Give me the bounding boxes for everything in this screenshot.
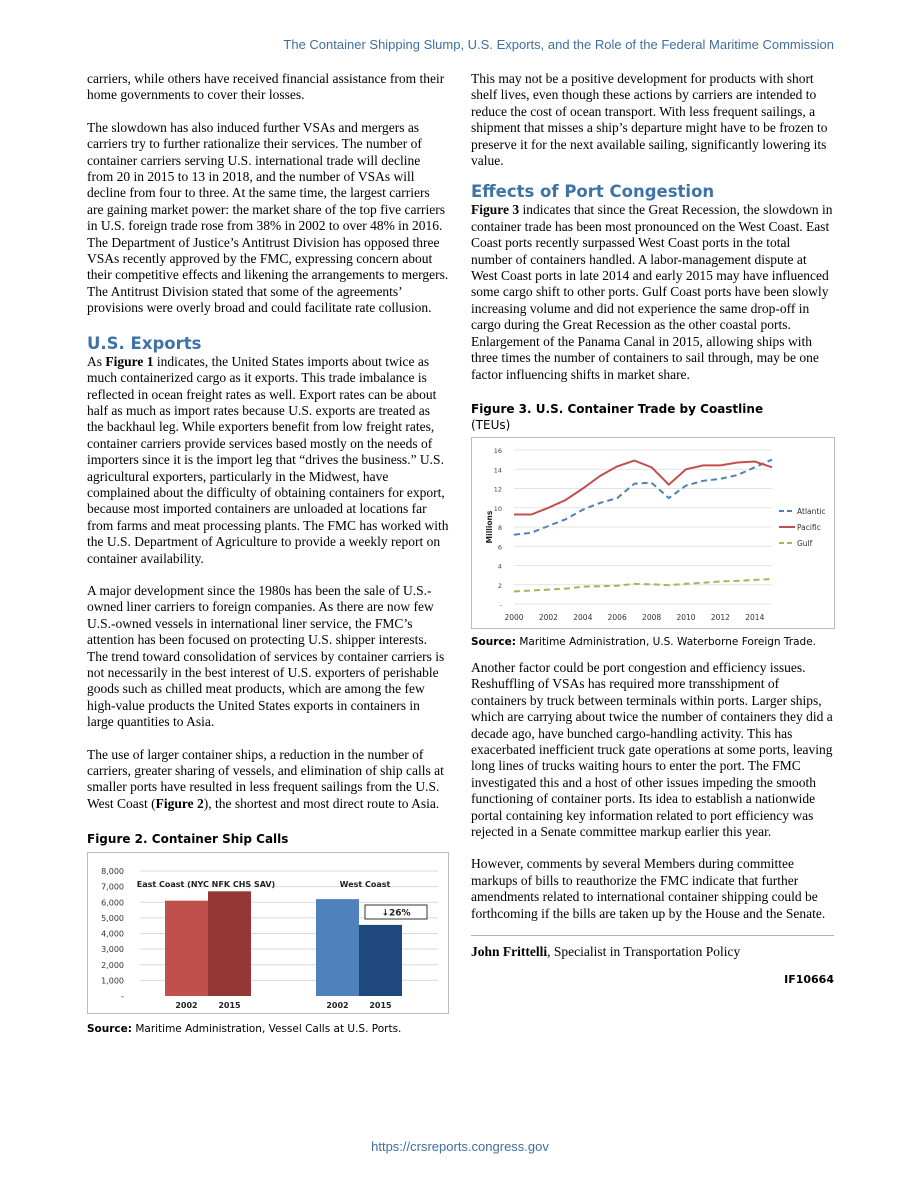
footer-url-link[interactable]: https://crsreports.congress.gov bbox=[371, 1139, 549, 1154]
paragraph: The use of larger container ships, a reduction in the number of carriers, greater sharing of vessels, and elimination of ship calls at smaller ports have resulted in less frequent sailings from the U.S. West Coast (Figure 2), the shortest and most direct route to Asia. bbox=[87, 746, 444, 811]
figure-2-title: Figure 2. Container Ship Calls bbox=[87, 832, 289, 847]
figure-3-chart bbox=[471, 437, 835, 629]
y-tick-label: 14 bbox=[493, 466, 502, 475]
y-tick-label: 10 bbox=[493, 504, 502, 513]
running-header: The Container Shipping Slump, U.S. Exports, and the Role of the Federal Maritime Commission bbox=[283, 37, 834, 52]
paragraph: Another factor could be port congestion and efficiency issues. Reshuffling of VSAs has required more transshipment of containers by truck between terminals within ports. Larger ships, which are carrying about twice the number of containers they did a decade ago, have bunched cargo-handling activity. This has exacerbated inefficient truck gate operations at some ports, leaving long lines of trucks waiting hours to enter the port. The FMC investigated this and a host of other issues impeding the smooth functioning of container ports. Its idea to establish a nationwide portal containing key information related to port efficiency was rejected in a Senate committee markup earlier this year. bbox=[471, 659, 833, 839]
figure-2-source: Source: Maritime Administration, Vessel Calls at U.S. Ports. bbox=[87, 1023, 402, 1036]
paragraph: Figure 3 indicates that since the Great Recession, the slowdown in container trade has been most pronounced on the West Coast. East Coast ports recently surpassed West Coast ports in the total number of containers handled. A labor-management dispute at West Coast ports in late 2014 and early 2015 may have influenced some cargo shift to other ports. Gulf Coast ports have been slowly increasing volume and did not experience the same drop-off in cargo during the Great Recession as the other coastal ports. Enlargement of the Panama Canal in 2015, allowing ships with three times the number of containers to sail through, may be one factor influencing shifts in market share. bbox=[471, 202, 833, 382]
x-tick-label: 2002 bbox=[538, 612, 558, 622]
bar bbox=[316, 899, 359, 996]
x-tick-label: 2002 bbox=[326, 1001, 349, 1011]
paragraph: As Figure 1 indicates, the United States imports about twice as much containerized cargo as it exports. This trade imbalance is reflected in ocean freight rates as well. Export rates can be about half as much as import rates because U.S. exports are treated as the backhaul leg. While exporters benefit from low freight rates, container carriers provide services based mostly on the needs of importers since it is the import leg that “drives the business.” U.S. agricultural exporters, particularly in the Midwest, have complained about the difficulty of obtaining containers for export, because most imported containers are unloaded at locations far from farms and meat processing plants. The FMC has worked with the U.S. Department of Agriculture to provide a weekly report on container availability. bbox=[87, 353, 449, 566]
bar bbox=[359, 925, 402, 996]
figure-3-source: Source: Maritime Administration, U.S. Waterborne Foreign Trade. bbox=[471, 635, 816, 648]
y-tick-label: 1,000 bbox=[101, 976, 124, 986]
section-heading-us-exports: U.S. Exports bbox=[87, 333, 202, 353]
section-heading-port-congestion: Effects of Port Congestion bbox=[471, 182, 715, 202]
figure-ref: Figure 3 bbox=[471, 202, 520, 218]
x-tick-label: 2010 bbox=[676, 612, 696, 622]
y-tick-label: 6 bbox=[497, 543, 502, 552]
divider bbox=[471, 935, 834, 936]
bar bbox=[165, 901, 208, 996]
x-tick-label: 2012 bbox=[710, 612, 730, 622]
paragraph: The slowdown has also induced further VSAs and mergers as carriers try to further rationalize their services. The number of container carriers serving U.S. international trade will decline from 20 in 2015 to 13 in 2018, and the number of VSAs will decline from four to three. At the same time, the largest carriers are gaining market power: the market share of the top five carriers in U.S. foreign trade rose from 38% in 2002 to over 48% in 2016. The Department of Justice’s Antitrust Division has opposed three VSAs recently approved by the FMC, expressing concern about their competitive effects and likening the arrangements to mergers. The Antitrust Division stated that some of the agreements’ provisions were overly broad and could facilitate rate collusion. bbox=[87, 119, 449, 316]
x-tick-label: 2015 bbox=[369, 1001, 392, 1011]
y-tick-label: 7,000 bbox=[101, 882, 124, 892]
x-tick-label: 2006 bbox=[607, 612, 627, 622]
figure-2-svg bbox=[88, 853, 448, 1013]
y-tick-label: 3,000 bbox=[101, 945, 124, 955]
y-tick-label: 8,000 bbox=[101, 867, 124, 877]
group-label-west-coast: West Coast bbox=[339, 880, 391, 890]
legend-entry: Atlantic bbox=[797, 506, 826, 516]
group-label-east-coast: East Coast (NYC NFK CHS SAV) bbox=[136, 880, 276, 890]
y-tick-label: 12 bbox=[493, 485, 502, 494]
y-tick-label: 8 bbox=[497, 523, 502, 532]
paragraph: However, comments by several Members during committee markups of bills to reauthorize the FMC indicate that further amendments related to international container shipping could be forthcoming if the bills are taken up by the House and the Senate. bbox=[471, 856, 826, 921]
x-tick-label: 2002 bbox=[175, 1001, 198, 1011]
right-column bbox=[471, 71, 834, 989]
report-id: IF10664 bbox=[784, 973, 834, 987]
paragraph: carriers, while others have received financial assistance from their home governments to cover their losses. bbox=[87, 71, 445, 103]
author-line: John Frittelli, Specialist in Transportation Policy bbox=[471, 944, 741, 959]
figure-3-subtitle: (TEUs) bbox=[471, 417, 511, 432]
x-tick-label: 2000 bbox=[504, 612, 524, 622]
x-tick-label: 2015 bbox=[218, 1001, 241, 1011]
series-line-pacific bbox=[514, 461, 772, 515]
bar bbox=[208, 892, 251, 997]
series-line-atlantic bbox=[514, 460, 772, 535]
x-tick-label: 2008 bbox=[642, 612, 662, 622]
x-tick-label: 2014 bbox=[745, 612, 765, 622]
legend-entry: Pacific bbox=[797, 522, 821, 532]
y-tick-label: 4,000 bbox=[101, 929, 124, 939]
y-tick-label: 4 bbox=[497, 562, 502, 571]
y-tick-label: 6,000 bbox=[101, 898, 124, 908]
y-tick-label: 2,000 bbox=[101, 961, 124, 970]
figure-2-chart bbox=[87, 852, 449, 1014]
y-tick-label: - bbox=[121, 992, 124, 1002]
figure-3-title: Figure 3. U.S. Container Trade by Coastline bbox=[471, 401, 764, 416]
annotation-label: ↓26% bbox=[381, 908, 411, 919]
legend-entry: Gulf bbox=[797, 538, 813, 548]
paragraph: A major development since the 1980s has been the sale of U.S.-owned liner carriers to foreign companies. As there are now few U.S.-owned vessels in international liner service, the FMC’s attention has been focused on protecting U.S. shipper interests. The trend toward consolidation of services by container carriers is not necessarily in the best interest of U.S. exporters of perishable goods such as chilled meat products, which are among the few high-value products the United States exports in containers in large quantities to Asia. bbox=[87, 582, 445, 730]
paragraph: This may not be a positive development for products with short shelf lives, even though these actions by carriers are intended to reduce the cost of ocean transport. With less frequent sailings, a shipment that misses a ship’s departure might have to be frozen to preserve it for the next available sailing, significantly lowering its value. bbox=[471, 71, 828, 169]
figure-ref: Figure 1 bbox=[105, 353, 154, 369]
y-tick-label: 5,000 bbox=[101, 914, 124, 924]
y-axis-label: Millions bbox=[485, 510, 494, 544]
y-tick-label: - bbox=[499, 600, 502, 609]
figure-3-svg bbox=[472, 438, 834, 628]
x-tick-label: 2004 bbox=[573, 612, 593, 622]
figure-ref: Figure 2 bbox=[155, 795, 204, 811]
y-tick-label: 16 bbox=[493, 446, 502, 455]
y-tick-label: 2 bbox=[497, 581, 502, 590]
left-column bbox=[87, 71, 449, 1036]
